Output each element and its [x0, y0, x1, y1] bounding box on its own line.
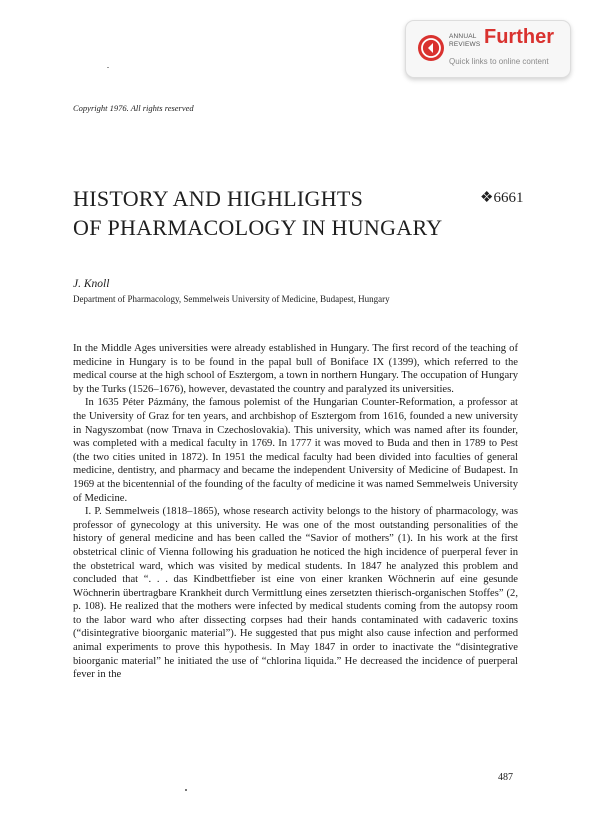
copyright-notice: Copyright 1976. All rights reserved [73, 103, 194, 113]
page-number: 487 [498, 772, 513, 783]
paragraph: I. P. Semmelweis (1818–1865), whose research activity belongs to the history of pharmacology, was professor of gynecology at this university. He was one of the most outstanding personalities of the history of general medicine and has been called the “Savior of mothers” (1). In his work at the first obstetrical clinic of Vienna following his graduation he noticed the high incidence of puerperal fever in the obstetrical ward, which was visited by medical students. In 1847 he analyzed this problem and concluded that “. . . das Kindbettfieber ist eine von einer kranken Wöchnerin auf eine gesunde Wöchnerin übertragbare Krankheit durch Vermittlung eines zersetzten thierisch-organischen Stoffes” (2, p. 108). He realized that the mothers were infected by medical students coming from the autopsy room to the labor ward who after dissecting corpses had their hands contaminated with cadaveric toxins (“disintegrative bioorganic material”). He suggested that pus might also cause infection and performed animal experiments to prove this hypothesis. In May 1847 in order to inactivate the “disintegrative bioorganic material” he initiated the use of “chlorina liquida.” He decreased the incidence of puerperal fever in the [73, 506, 518, 681]
title-line-2: OF PHARMACOLOGY IN HUNGARY [73, 215, 443, 240]
author-name: J. Knoll [73, 278, 110, 290]
annual-reviews-further-button[interactable] [405, 20, 571, 78]
author-affiliation: Department of Pharmacology, Semmelweis University of Medicine, Budapest, Hungary [73, 294, 390, 304]
annual-reviews-label: ANNUAL REVIEWS [449, 33, 481, 48]
article-title [73, 184, 473, 242]
article-body [73, 342, 518, 682]
title-line-1: HISTORY AND HIGHLIGHTS [73, 186, 364, 211]
further-subtitle: Quick links to online content [449, 57, 549, 66]
paragraph: In the Middle Ages universities were already established in Hungary. The first record of the teaching of medicine in Hungary is to be found in the papal bull of Boniface IX (1399), which referred to the medical course at the high school of Esztergom, a town in northern Hungary. The occupation of Hungary by the Turks (1526–1676), however, devastated the country and paralyzed its universities. [73, 343, 518, 395]
speck [185, 789, 187, 791]
further-title: Further [484, 26, 554, 48]
speck [107, 67, 109, 68]
paragraph: In 1635 Péter Pázmány, the famous polemist of the Hungarian Counter-Reformation, a professor at the University of Graz for ten years, and archbishop of Esztergom from 1616, founded a new university in Nagyszombat (now Trnava in Czechoslovakia). This university, which was named after its founder, was completed with a medical faculty in 1769. In 1777 it was moved to Buda and then in 1789 to Pest (the two cities united in 1872). In 1951 the medical faculty had been divided into faculties of general medicine, dentistry, and pharmacy and became the independent University of Medicine of Budapest. In 1969 at the bicentennial of the founding of the faculty of medicine it was named Semmelweis University of Medicine. [73, 397, 518, 504]
chevron-left-icon [418, 35, 444, 61]
article-code: ❖6661 [480, 190, 524, 206]
